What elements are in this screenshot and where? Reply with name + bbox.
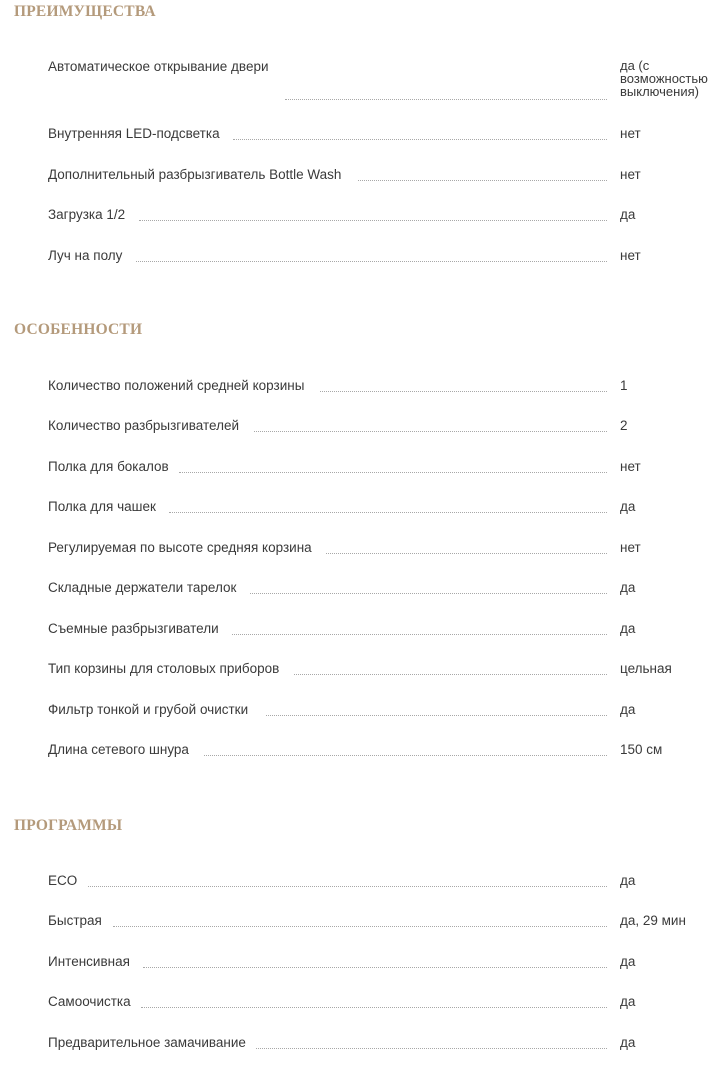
spec-value: да — [620, 580, 636, 595]
spec-row — [48, 661, 728, 683]
dotted-leader — [232, 634, 607, 635]
dotted-leader — [179, 472, 607, 473]
dotted-leader — [233, 139, 607, 140]
section-title-programs: ПРОГРАММЫ — [14, 817, 123, 834]
section-title-features: ОСОБЕННОСТИ — [14, 321, 143, 338]
dotted-leader — [204, 755, 607, 756]
dotted-leader — [139, 220, 607, 221]
section-title-advantages: ПРЕИМУЩЕСТВА — [14, 3, 156, 20]
dotted-leader — [358, 180, 607, 181]
spec-row — [48, 1035, 728, 1057]
spec-row — [48, 126, 728, 148]
dotted-leader — [169, 512, 607, 513]
spec-label: Внутренняя LED-подсветка — [48, 126, 220, 141]
dotted-leader — [136, 261, 607, 262]
spec-row — [48, 994, 728, 1016]
spec-label: Полка для чашек — [48, 499, 156, 514]
spec-value: да — [620, 1035, 636, 1050]
dotted-leader — [143, 967, 607, 968]
spec-row — [48, 167, 728, 189]
spec-row — [48, 207, 728, 229]
spec-row — [48, 59, 728, 109]
spec-label: Складные держатели тарелок — [48, 580, 237, 595]
dotted-leader — [256, 1048, 607, 1049]
spec-label: Длина сетевого шнура — [48, 742, 189, 757]
dotted-leader — [285, 99, 607, 100]
spec-row — [48, 621, 728, 643]
spec-label: Предварительное замачивание — [48, 1035, 246, 1050]
spec-value: да — [620, 994, 636, 1009]
spec-label: Дополнительный разбрызгиватель Bottle Wash — [48, 167, 342, 182]
spec-value: да (с возможностью выключения) — [620, 58, 708, 99]
spec-value: 150 см — [620, 742, 663, 757]
spec-row — [48, 378, 728, 400]
spec-label: Самоочистка — [48, 994, 131, 1009]
spec-label: Автоматическое открывание двери — [48, 59, 269, 74]
spec-label: ECO — [48, 873, 78, 888]
spec-label: Количество положений средней корзины — [48, 378, 305, 393]
spec-row — [48, 913, 728, 935]
spec-row — [48, 540, 728, 562]
spec-row — [48, 954, 728, 976]
spec-row — [48, 742, 728, 764]
spec-value: 1 — [620, 378, 628, 393]
spec-value: 2 — [620, 418, 628, 433]
spec-label: Фильтр тонкой и грубой очистки — [48, 702, 249, 717]
spec-row — [48, 418, 728, 440]
spec-label: Регулируемая по высоте средняя корзина — [48, 540, 312, 555]
spec-row — [48, 499, 728, 521]
spec-value: нет — [620, 126, 641, 141]
spec-value: да — [620, 873, 636, 888]
spec-value: да — [620, 621, 636, 636]
spec-value: да — [620, 954, 636, 969]
spec-value: да — [620, 702, 636, 717]
spec-label: Загрузка 1/2 — [48, 207, 126, 222]
spec-value: да — [620, 499, 636, 514]
spec-row — [48, 873, 728, 895]
spec-row — [48, 702, 728, 724]
spec-value: да, 29 мин — [620, 913, 686, 928]
spec-label: Быстрая — [48, 913, 102, 928]
spec-label: Интенсивная — [48, 954, 130, 969]
dotted-leader — [320, 391, 607, 392]
spec-value: цельная — [620, 661, 672, 676]
dotted-leader — [294, 674, 607, 675]
dotted-leader — [113, 926, 607, 927]
dotted-leader — [326, 553, 607, 554]
dotted-leader — [141, 1007, 607, 1008]
dotted-leader — [266, 715, 607, 716]
spec-label: Съемные разбрызгиватели — [48, 621, 219, 636]
spec-label: Полка для бокалов — [48, 459, 169, 474]
dotted-leader — [254, 431, 607, 432]
spec-label: Количество разбрызгивателей — [48, 418, 239, 433]
spec-value: нет — [620, 540, 641, 555]
dotted-leader — [250, 593, 607, 594]
spec-row — [48, 580, 728, 602]
spec-value: нет — [620, 248, 641, 263]
spec-label: Луч на полу — [48, 248, 123, 263]
spec-row — [48, 248, 728, 270]
spec-row — [48, 459, 728, 481]
dotted-leader — [88, 886, 607, 887]
spec-value: нет — [620, 167, 641, 182]
spec-value: да — [620, 207, 636, 222]
spec-value: нет — [620, 459, 641, 474]
spec-label: Тип корзины для столовых приборов — [48, 661, 280, 676]
